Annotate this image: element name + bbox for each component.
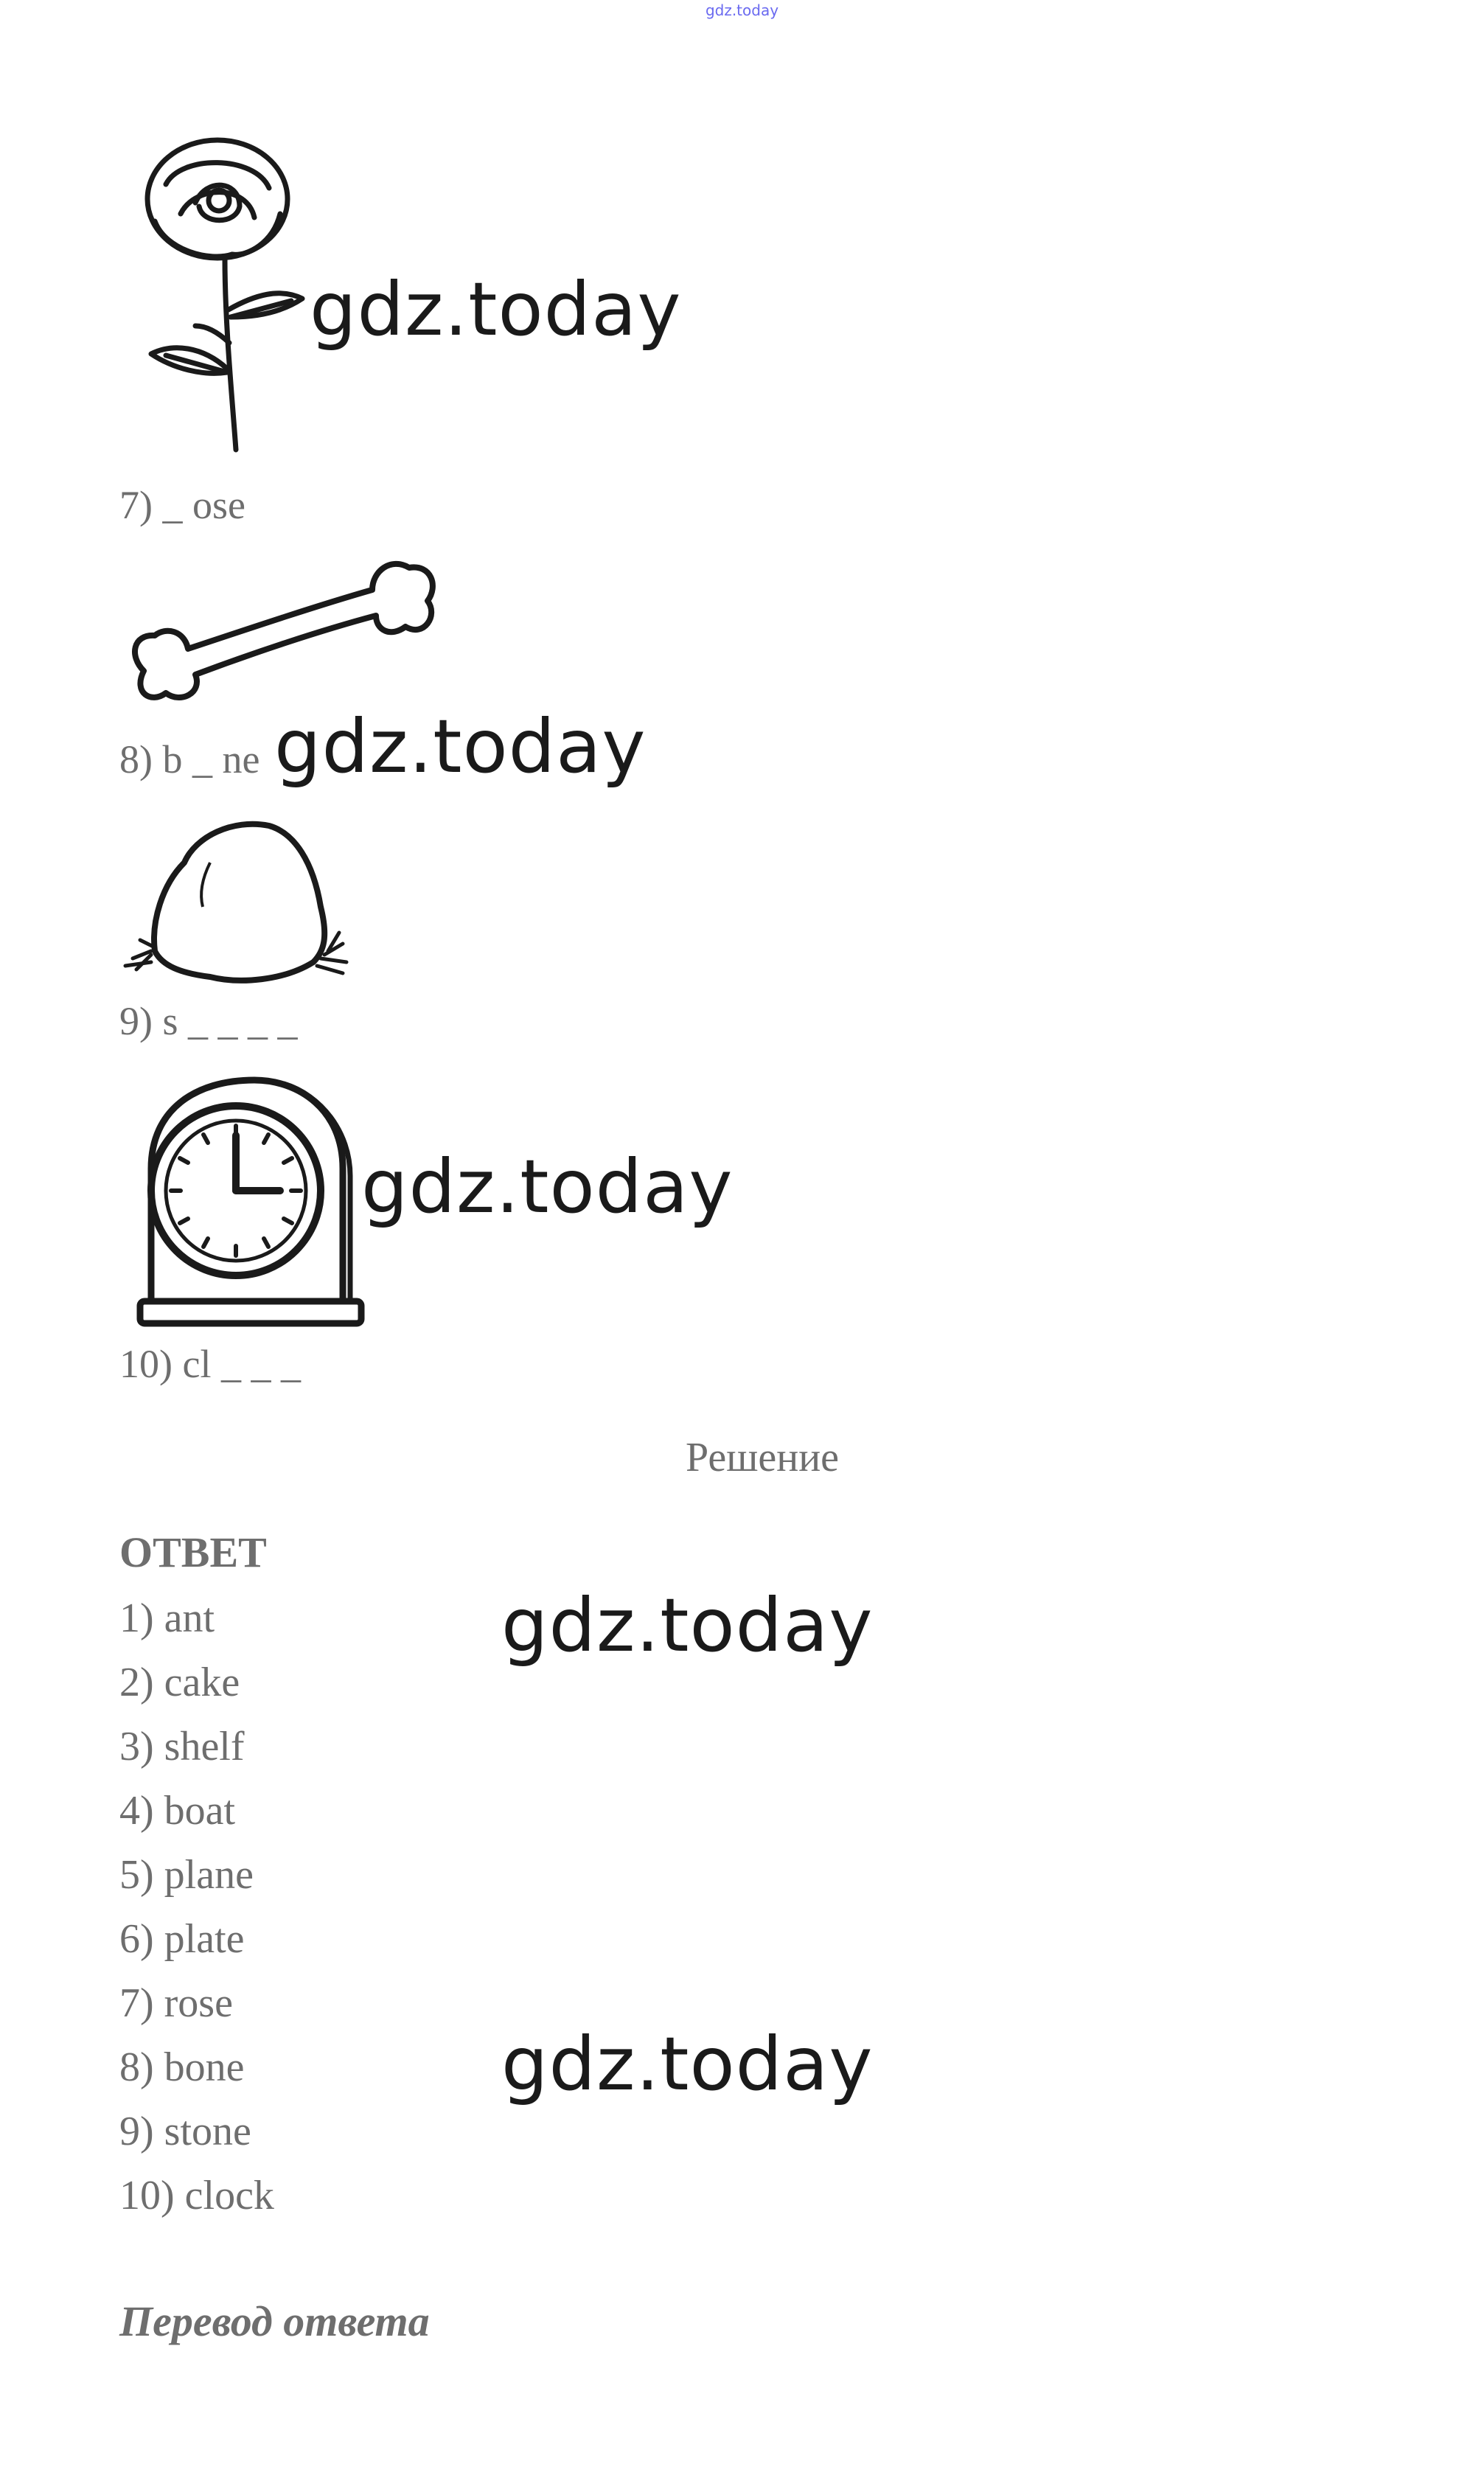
translation-heading: Перевод ответа	[119, 2297, 430, 2345]
stone-icon	[122, 804, 365, 988]
answer-list	[119, 1592, 274, 2234]
task-7-text: 7) _ ose	[119, 483, 245, 527]
answer-item: 6) plate	[119, 1916, 245, 1962]
rose-icon	[122, 133, 321, 464]
answer-item: 7) rose	[119, 1980, 233, 2026]
answer-item: 8) bone	[119, 2044, 245, 2090]
watermark: gdz.today	[501, 2021, 874, 2107]
answer-item: 2) cake	[119, 1660, 240, 1705]
watermark: gdz.today	[501, 1582, 874, 1668]
answer-item: 4) boat	[119, 1788, 236, 1834]
task-10-text: 10) cl _ _ _	[119, 1342, 301, 1386]
answer-item: 9) stone	[119, 2109, 251, 2154]
task-9-text: 9) s _ _ _ _	[119, 999, 298, 1043]
answer-item: 3) shelf	[119, 1724, 245, 1769]
clock-icon	[122, 1065, 372, 1331]
answer-heading: ОТВЕТ	[119, 1528, 267, 1576]
watermark: gdz.today	[274, 703, 647, 790]
watermark: gdz.today	[310, 266, 682, 352]
watermark: gdz.today	[361, 1143, 734, 1230]
bone-icon	[122, 546, 446, 715]
task-8-text: 8) b _ ne	[119, 737, 260, 782]
answer-item: 10) clock	[119, 2173, 274, 2218]
answer-item: 5) plane	[119, 1852, 254, 1898]
site-link[interactable]: gdz.today	[705, 1, 779, 19]
solution-title: Решение	[686, 1435, 840, 1480]
answer-item: 1) ant	[119, 1595, 215, 1641]
